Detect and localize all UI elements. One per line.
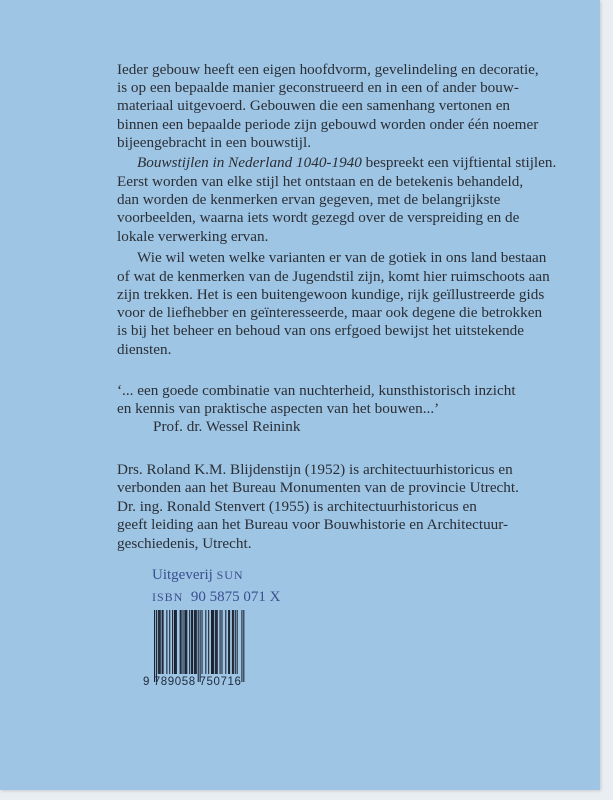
publisher: [152, 567, 244, 584]
blurb-line: voor de liefhebber en geïnteresseerde, maar ook degene die betrokken: [117, 304, 543, 321]
barcode-bar: [220, 610, 221, 674]
barcode-bar: [216, 610, 217, 674]
publisher-imprint: SUN: [216, 568, 244, 582]
blurb-line: materiaal uitgevoerd. Gebouwen die een samenhang vertonen en: [117, 97, 511, 114]
barcode-bar: [176, 610, 177, 674]
barcode-bar: [235, 610, 236, 674]
barcode-bar: [198, 610, 199, 682]
barcode-bar: [202, 610, 203, 674]
blurb-line: is bij het beheer en behoud van ons erfgoed bewijst het uitstekende: [117, 322, 524, 339]
barcode-bar: [221, 610, 222, 674]
isbn: [152, 589, 280, 606]
blurb-line: zijn trekken. Het is een buitengewoon kundige, rijk geïllustreerde gids: [117, 286, 545, 303]
blurb-line: diensten.: [117, 341, 172, 358]
barcode-bar: [158, 610, 159, 674]
author-bio-line: geeft leiding aan het Bureau voor Bouwhistorie en Architectuur-: [117, 516, 509, 533]
blurb-line: bijeengebracht in een bouwstijl.: [117, 134, 312, 151]
book-title: Bouwstijlen in Nederland 1040-1940: [137, 154, 362, 171]
blurb-text: bespreekt een vijftiental stijlen.: [361, 154, 557, 171]
barcode-bar: [237, 610, 238, 674]
barcode-bar: [241, 610, 242, 682]
barcode-bar: [233, 610, 234, 674]
barcode-bar: [212, 610, 213, 674]
barcode-bar: [174, 610, 175, 674]
barcode-bar: [183, 610, 184, 674]
barcode-bar: [180, 610, 181, 674]
author-bio-line: geschiedenis, Utrecht.: [117, 535, 252, 552]
quote-line: en kennis van praktische aspecten van het bouwen...’: [117, 400, 440, 417]
barcode-bar: [243, 610, 244, 682]
isbn-number: 90 5875 071 X: [190, 589, 281, 605]
blurb-line: is op een bepaalde manier geconstrueerd en in een of ander bouw-: [117, 79, 519, 96]
barcode-bar: [194, 610, 195, 674]
barcode-bar: [213, 610, 214, 674]
blurb-line: of wat de kenmerken van de Jugendstil zijn, komt hier ruimschoots aan: [117, 268, 550, 285]
barcode-bar: [217, 610, 218, 674]
barcode-bar: [229, 610, 230, 674]
publisher-name: Uitgeverij: [152, 567, 213, 583]
author-bio-line: Drs. Roland K.M. Blijdenstijn (1952) is architectuurhistoricus en: [117, 461, 513, 478]
barcode-bar: [169, 610, 170, 674]
barcode-bar: [232, 610, 233, 674]
author-bio-line: Dr. ing. Ronald Stenvert (1955) is architectuurhistoricus en: [117, 498, 477, 515]
barcode-bar: [184, 610, 185, 674]
quote-line: ‘... een goede combinatie van nuchterheid, kunsthistorisch inzicht: [117, 382, 516, 399]
barcode-bar: [205, 610, 206, 674]
barcode-bar: [208, 610, 209, 674]
barcode-bar: [163, 610, 164, 674]
barcode-bar: [166, 610, 167, 674]
blurb-line: Wie wil weten welke varianten er van de gotiek in ons land bestaan: [137, 249, 547, 266]
quote-author: Prof. dr. Wessel Reinink: [153, 418, 301, 435]
barcode-bar: [195, 610, 196, 674]
barcode-bar: [191, 610, 192, 674]
barcode-bars: [152, 610, 252, 682]
barcode-bar: [211, 610, 212, 674]
barcode-bar: [162, 610, 163, 674]
barcode-bar: [225, 610, 226, 674]
barcode-bar: [228, 610, 229, 674]
barcode-bar: [159, 610, 160, 674]
barcode-bar: [181, 610, 182, 674]
barcode-bar: [172, 610, 173, 674]
barcode-bar: [175, 610, 176, 674]
blurb-line: [137, 154, 556, 172]
isbn-label: ISBN: [152, 590, 184, 604]
barcode-bar: [186, 610, 187, 674]
barcode-bar: [215, 610, 216, 674]
blurb-line: binnen een bepaalde periode zijn gebouwd worden onder één noemer: [117, 116, 539, 133]
barcode-bar: [185, 610, 186, 674]
barcode-bar: [154, 610, 155, 682]
blurb-line: Ieder gebouw heeft een eigen hoofdvorm, gevelindeling en decoratie,: [117, 61, 539, 78]
blurb-line: Eerst worden van elke stijl het ontstaan en de betekenis behandeld,: [117, 173, 524, 190]
author-bio-line: verbonden aan het Bureau Monumenten van de provincie Utrecht.: [117, 479, 519, 496]
barcode-bar: [156, 610, 157, 682]
barcode-bar: [192, 610, 193, 674]
blurb-line: voorbeelden, waarna iets wordt gezegd over de verspreiding en de: [117, 209, 520, 226]
barcode-bar: [160, 610, 161, 674]
blurb-line: lokale verwerking ervan.: [117, 228, 269, 245]
barcode-bar: [200, 610, 201, 682]
barcode-bar: [189, 610, 190, 674]
barcode-bar: [196, 610, 197, 674]
barcode-number: 9 789058 750716: [143, 676, 242, 688]
blurb-line: dan worden de kenmerken ervan gegeven, met de belangrijkste: [117, 191, 501, 208]
